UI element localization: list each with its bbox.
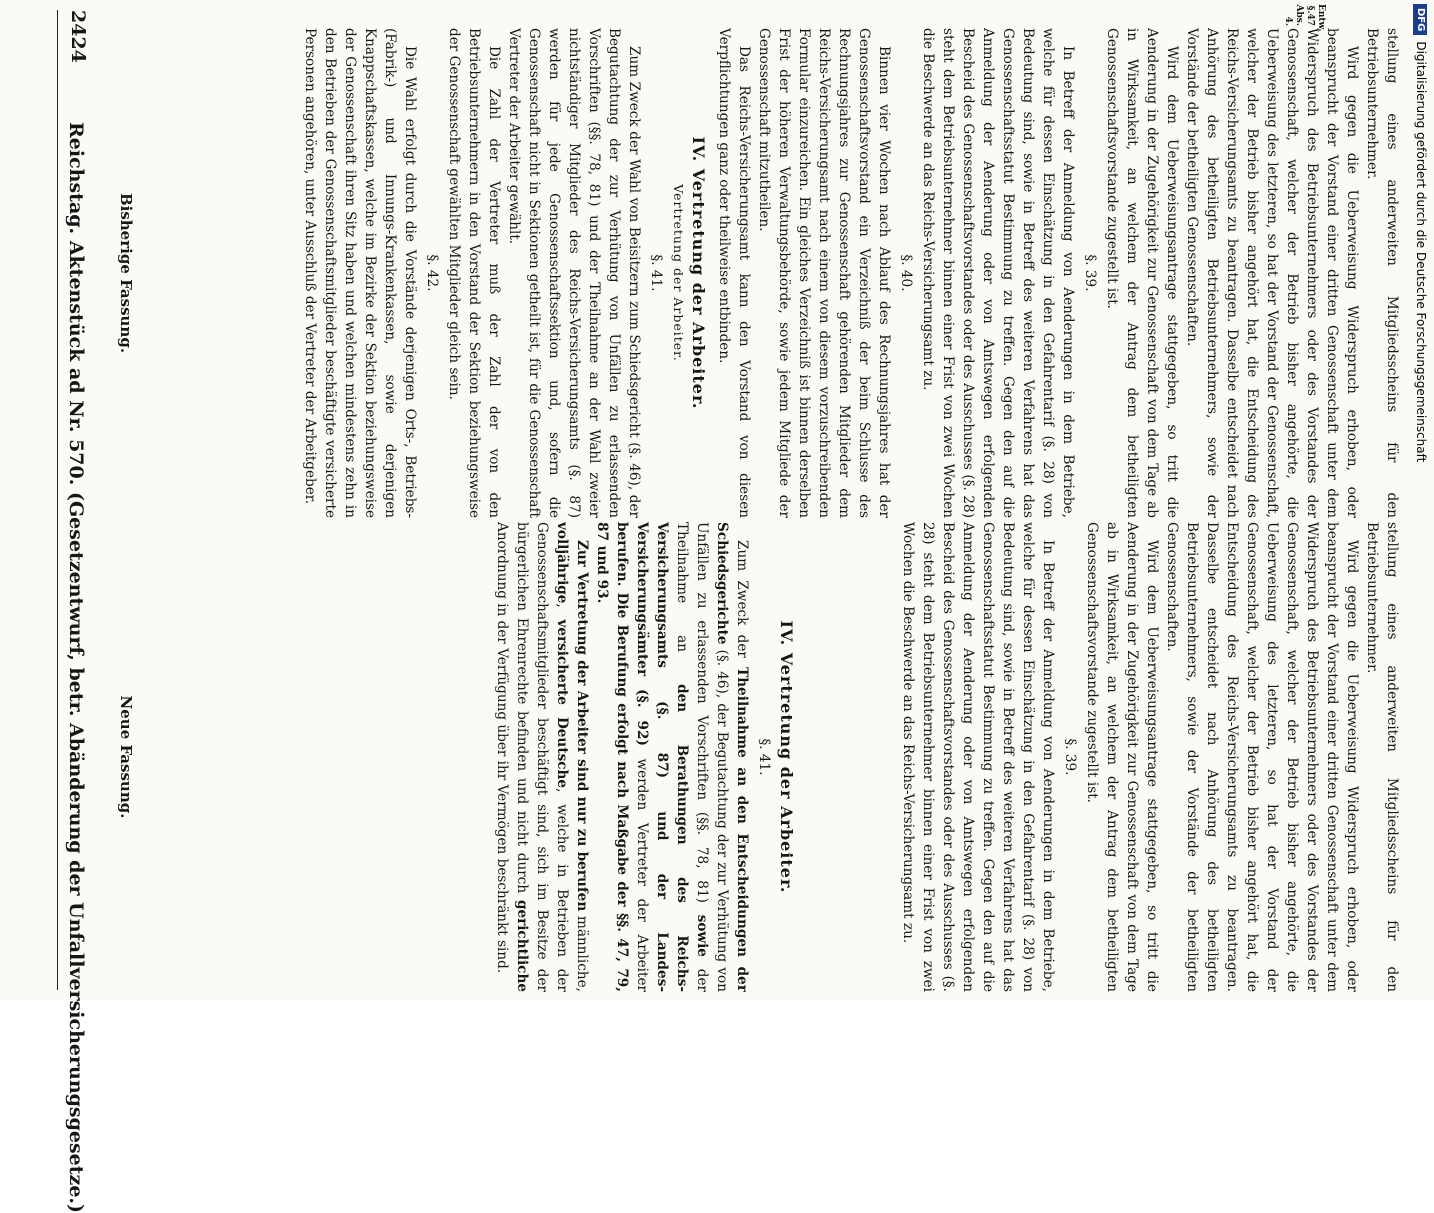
chapter-heading: IV. Vertretung der Arbeiter. <box>777 620 796 894</box>
dfg-logo: DFG <box>1414 4 1428 35</box>
left-column <box>140 28 1402 518</box>
bold-run: versicherte Deutsche <box>554 619 570 789</box>
text-run: werden Vertreter der Arbeiter <box>634 745 650 992</box>
bold-run: volljährige <box>554 522 570 604</box>
text-run: (§. 46), der Begutachtung der zur Verhütung von Unfällen zu erlassenden Vorschriften (§§. 78, 81) <box>694 522 730 992</box>
bold-run: den Berathungen des Reichs-Versicherungsamts (§. 87) und der Landes-Versicherungsämter (§. 92) <box>634 522 690 992</box>
digitization-credit <box>1408 4 1434 994</box>
section-number: §. 39. <box>1062 738 1078 776</box>
section-number: §. 41. <box>756 738 772 776</box>
paragraph: stellung eines anderweiten Mitgliedsscheins für den Betriebsunternehmer. <box>1364 522 1400 992</box>
running-title: Reichstag. Aktenstück ad Nr. 570. (Gesetzentwurf, betr. Abänderung der Unfallversicherungsgesetze.) <box>65 122 87 1213</box>
paragraph: In Betreff der Anmeldung von Aenderungen in dem Betriebe, welche für dessen Einschätzung in den Gefahrentarif (§. 28) von Bedeutung sind, sowie in Betreff des weiteren Verfahrens hat das Genossenschaftsstatut Bestimmung zu treffen. Gegen den auf die Anmeldung der Aenderung oder von Amtswegen erfolgenden Bescheid des Genossenschaftsvorstandes oder des Ausschusses (§. 28) steht dem Betriebsunternehmer binnen einer Frist von zwei Wochen die Beschwerde an das Reichs-Versicherungsamt zu. <box>920 28 1076 518</box>
bold-run: Vertretung der Arbeiter sind nur zu berufen <box>574 572 590 912</box>
paragraph <box>492 522 592 992</box>
text-run: männliche, <box>574 911 590 992</box>
section-number: §. 40. <box>898 254 914 292</box>
section-number: §. 39. <box>1082 254 1098 292</box>
paragraph: stellung eines anderweiten Mitgliedsscheins für den Betriebsunternehmer. <box>1364 28 1400 518</box>
section-number: §. 42. <box>424 254 440 292</box>
right-column-heading: Neue Fassung. <box>117 695 135 819</box>
margin-note: Entw. §.47 Abs. 4. <box>1283 4 1326 32</box>
page-header <box>57 10 90 1213</box>
bold-run: Theilnahme an den Entscheidungen der Schiedsgerichte <box>714 522 750 992</box>
text-run: , welche in Betrieben der Genossenschaftsmitglieder beschäftigt sind, sich im Besitze der bürgerlichen Ehrenrechte befinden und nicht durch <box>514 522 570 992</box>
paragraph: Die Zahl der Vertreter muß der Zahl der von den Betriebsunternehmern in den Vorstand der Sektion beziehungsweise der Genossenschaft gewählten Mitglieder gleich sein. <box>446 28 502 518</box>
paragraph: In Betreff der Anmeldung von Aenderungen in dem Betriebe, welche für dessen Einschätzung in den Gefahrentarif (§. 28) von Bedeutung sind, sowie in Betreff des weiteren Verfahrens hat das Genossenschaftsstatut Bestimmung zu treffen. Gegen den auf die Anmeldung der Aenderung oder von Amtswegen erfolgenden Bescheid des Genossenschaftsvorstandes oder des Ausschusses (§. 28) steht dem Betriebsunternehmer binnen einer Frist von zwei Wochen die Beschwerde an das Reichs-Versicherungsamt zu. <box>900 522 1056 992</box>
credit-text: Digitalisierung gefördert durch die Deutsche Forschungsgemeinschaft <box>1414 41 1428 463</box>
paragraph: Das Reichs-Versicherungsamt kann den Vorstand von diesen Verpflichtungen ganz oder theilweise entbinden. <box>716 28 752 518</box>
paragraph <box>592 522 752 992</box>
paragraph: Wird dem Ueberweisungsantrage stattgegeben, so tritt die Aenderung in der Zugehörigkeit zur Genossenschaft von dem Tage ab in Wirksamkeit, an welchem der Antrag dem betheiligten Genossenschaftsvorstande zugestellt ist. <box>1104 28 1180 518</box>
bold-run: gerichtliche <box>514 899 530 992</box>
paragraph: Wird dem Ueberweisungsantrage stattgegeben, so tritt die Aenderung in der Zugehörigkeit zur Genossenschaft von dem Tage ab in Wirksamkeit, an welchem der Antrag dem betheiligten Genossenschaftsvorstande zugestellt ist. <box>1084 522 1160 992</box>
paragraph: Binnen vier Wochen nach Ablauf des Rechnungsjahres hat der Genossenschaftsvorstand ein Verzeichniß der beim Schlusse des Rechnungsjahres zur Genossenschaft gehörenden Mitglieder dem Reichs-Versicherungsamt nach einem von diesem vorzuschreibenden Formular einzureichen. Ein gleiches Verzeichniß ist binnen derselben Frist der höheren Verwaltungsbehörde, sowie jedem Mitgliede der Genossenschaft mitzutheilen. <box>756 28 892 518</box>
chapter-subheading: Vertretung der Arbeiter. <box>671 184 686 362</box>
text-run: Anordnung in der Verfügung über ihr Vermögen beschränkt sind. <box>494 522 510 974</box>
paragraph: Zum Zweck der Wahl von Beisitzern zum Schiedsgericht (§. 46), der Begutachtung der zur Verhütung von Unfällen zu erlassenden Vorschriften (§§. 78, 81) und der Theilnahme an der Wahl zweier nichtständiger Mitglieder des Reichs-Versicherungsamts (§. 87) werden für jede Genossenschaftssektion und, sofern die Genossenschaft nicht in Sektionen getheilt ist, für die Genossenschaft Vertreter der Arbeiter gewählt. <box>506 28 642 518</box>
right-column <box>140 522 1402 992</box>
paragraph: Die Wahl erfolgt durch die Vorstände derjenigen Orts-, Betriebs-(Fabrik-) und Innungs-Krankenkassen, sowie derjenigen Knappschaftskassen, welche im Bezirke der Sektion beziehungsweise der Genossenschaft ihren Sitz haben und welchen mindestens zehn in den Betrieben der Genossenschaftsmitglieder beschäftigte versicherte Personen angehören, unter Ausschluß der Vertreter der Arbeitgeber. <box>302 28 418 518</box>
left-column-heading: Bisherige Fassung. <box>117 192 135 354</box>
section-number: §. 41. <box>648 254 664 292</box>
chapter-heading: IV. Vertretung der Arbeiter. <box>689 136 708 410</box>
text-run: Zum Zweck der <box>734 540 750 668</box>
column-gap <box>802 522 898 992</box>
bold-run: berufen. Die Berufung erfolgt nach Maßgabe der §§. 47, 79, 87 und 93. <box>594 522 630 992</box>
text-run: der Theilnahme an <box>674 522 710 992</box>
paragraph: Wird gegen die Ueberweisung Widerspruch erhoben, oder beansprucht der Vorstand einer dritten Genossenschaft unter dem Widerspruch des Betriebsunternehmers oder des Vorstandes der Genossenschaft, welcher der Betrieb bisher angehörte, die Ueberweisung des letzteren, so hat der Vorstand der Genossenschaft, welcher der Betrieb bisher angehört hat, die Entscheidung des Reichs-Versicherungsamts zu beantragen. Dasselbe entscheidet nach Anhörung des betheiligten Betriebsunternehmers, sowie der Vorstände der betheiligten Genossenschaften. <box>1164 522 1360 992</box>
bold-run: sowie <box>694 914 710 957</box>
text-run: , <box>554 603 570 620</box>
page-number: 2424 <box>67 10 89 63</box>
bold-run: Zur <box>574 540 590 573</box>
paragraph: Wird gegen die Ueberweisung Widerspruch erhoben, oder beansprucht der Vorstand einer dritten Genossenschaft unter dem Widerspruch des Betriebsunternehmers oder des Vorstandes der Genossenschaft, welcher der Betrieb bisher angehörte, die Ueberweisung des letzteren, so hat der Vorstand der Genossenschaft, welcher der Betrieb bisher angehört hat, die Entscheidung des Reichs-Versicherungsamts zu beantragen. Dasselbe entscheidet nach Anhörung des betheiligten Betriebsunternehmers, sowie der Vorstände der betheiligten Genossenschaften. <box>1184 28 1360 518</box>
